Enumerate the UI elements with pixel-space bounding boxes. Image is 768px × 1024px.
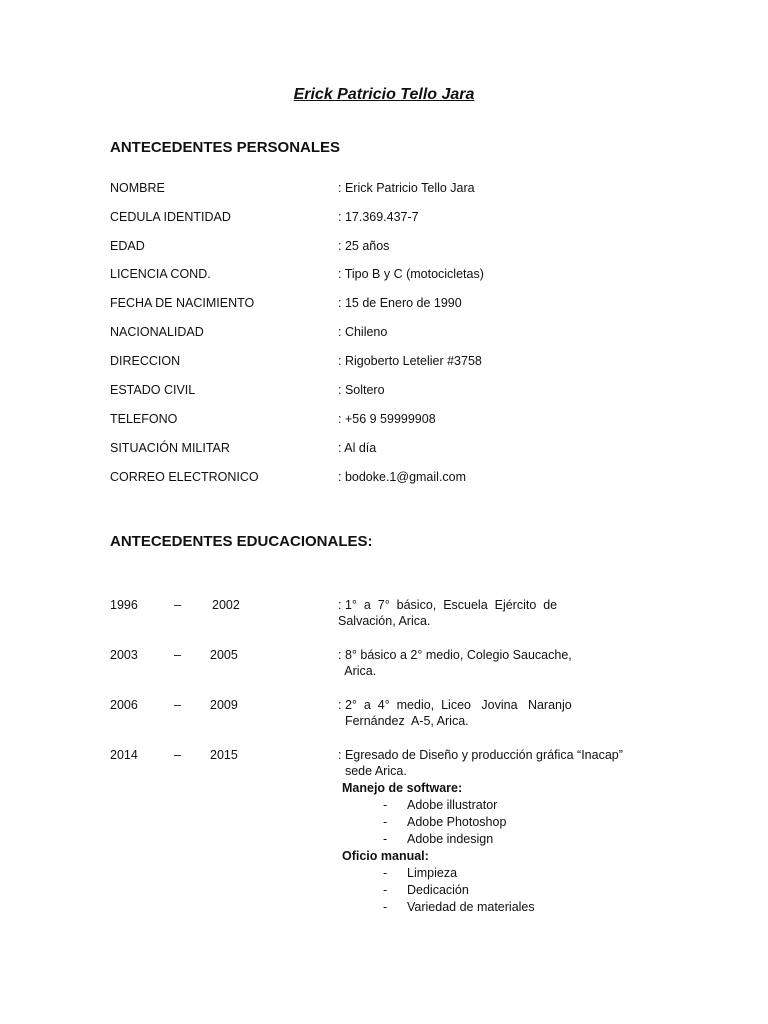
personal-row-license xyxy=(0,267,768,285)
row-label: CEDULA IDENTIDAD xyxy=(110,210,231,224)
year-dash: – xyxy=(174,648,181,662)
description-line: Arica. xyxy=(338,664,377,678)
row-value: : +56 9 59999908 xyxy=(338,412,436,426)
description-line: sede Arica. xyxy=(338,764,407,778)
row-label: ESTADO CIVIL xyxy=(110,383,196,397)
list-item-text: Adobe illustrator xyxy=(407,798,498,812)
list-item xyxy=(0,815,768,832)
row-label: FECHA DE NACIMIENTO xyxy=(110,296,255,310)
list-item-text: Dedicación xyxy=(407,883,469,897)
education-description xyxy=(338,597,582,629)
personal-row-id xyxy=(0,210,768,228)
bullet-mark: - xyxy=(383,883,388,897)
row-value: : bodoke.1@gmail.com xyxy=(338,470,467,484)
personal-row-nationality xyxy=(0,325,768,343)
description-line: Salvación, Arica. xyxy=(338,614,431,628)
education-description xyxy=(338,647,582,679)
end-year: 2002 xyxy=(212,598,240,612)
list-item-text: Adobe Photoshop xyxy=(407,815,507,829)
bullet-mark: - xyxy=(383,815,388,829)
row-label: DIRECCION xyxy=(110,354,181,368)
list-item xyxy=(0,900,768,917)
start-year: 2006 xyxy=(110,698,138,712)
personal-row-phone xyxy=(0,412,768,430)
start-year: 1996 xyxy=(110,598,138,612)
year-dash: – xyxy=(174,748,181,762)
row-value: : 15 de Enero de 1990 xyxy=(338,296,462,310)
list-item xyxy=(0,866,768,883)
row-value: : Al día xyxy=(338,441,377,455)
row-label: NACIONALIDAD xyxy=(110,325,204,339)
personal-section-heading: ANTECEDENTES PERSONALES xyxy=(110,139,341,156)
education-description xyxy=(338,697,582,729)
personal-row-address xyxy=(0,354,768,372)
end-year: 2005 xyxy=(210,648,238,662)
row-label: EDAD xyxy=(110,239,145,253)
end-year: 2015 xyxy=(210,748,238,762)
row-label: CORREO ELECTRONICO xyxy=(110,470,259,484)
row-value: : 25 años xyxy=(338,239,390,253)
education-section-heading: ANTECEDENTES EDUCACIONALES: xyxy=(110,533,373,550)
row-value: : Soltero xyxy=(338,383,385,397)
list-item xyxy=(0,883,768,900)
description-line: : 2° a 4° medio, Liceo Jovina Naranjo xyxy=(338,698,572,712)
bullet-mark: - xyxy=(383,832,388,846)
row-value: : 17.369.437-7 xyxy=(338,210,419,224)
bullet-mark: - xyxy=(383,900,388,914)
description-line: Fernández A-5, Arica. xyxy=(338,714,469,728)
end-year: 2009 xyxy=(210,698,238,712)
year-dash: – xyxy=(174,698,181,712)
software-heading: Manejo de software: xyxy=(342,781,463,795)
bullet-mark: - xyxy=(383,798,388,812)
personal-row-age xyxy=(0,239,768,257)
start-year: 2003 xyxy=(110,648,138,662)
personal-row-name xyxy=(0,181,768,199)
row-label: SITUACIÓN MILITAR xyxy=(110,441,230,455)
description-line: : 1° a 7° básico, Escuela Ejército de xyxy=(338,598,558,612)
list-item-text: Variedad de materiales xyxy=(407,900,535,914)
start-year: 2014 xyxy=(110,748,138,762)
row-value: : Erick Patricio Tello Jara xyxy=(338,181,475,195)
bullet-mark: - xyxy=(383,866,388,880)
row-label: LICENCIA COND. xyxy=(110,267,211,281)
list-item-text: Limpieza xyxy=(407,866,458,880)
row-label: TELEFONO xyxy=(110,412,178,426)
list-item xyxy=(0,798,768,815)
year-dash: – xyxy=(174,598,181,612)
list-item-text: Adobe indesign xyxy=(407,832,494,846)
personal-row-email xyxy=(0,470,768,488)
list-item xyxy=(0,832,768,849)
description-line: : Egresado de Diseño y producción gráfica “Inacap” xyxy=(338,748,623,762)
manual-heading: Oficio manual: xyxy=(342,849,429,863)
document-title: Erick Patricio Tello Jara xyxy=(293,86,475,103)
row-value: : Tipo B y C (motocicletas) xyxy=(338,267,484,281)
description-line: : 8° básico a 2° medio, Colegio Saucache, xyxy=(338,648,572,662)
personal-row-civil-status xyxy=(0,383,768,401)
personal-row-military xyxy=(0,441,768,459)
education-description xyxy=(338,747,638,779)
row-label: NOMBRE xyxy=(110,181,165,195)
personal-row-birthdate xyxy=(0,296,768,314)
row-value: : Rigoberto Letelier #3758 xyxy=(338,354,482,368)
row-value: : Chileno xyxy=(338,325,388,339)
